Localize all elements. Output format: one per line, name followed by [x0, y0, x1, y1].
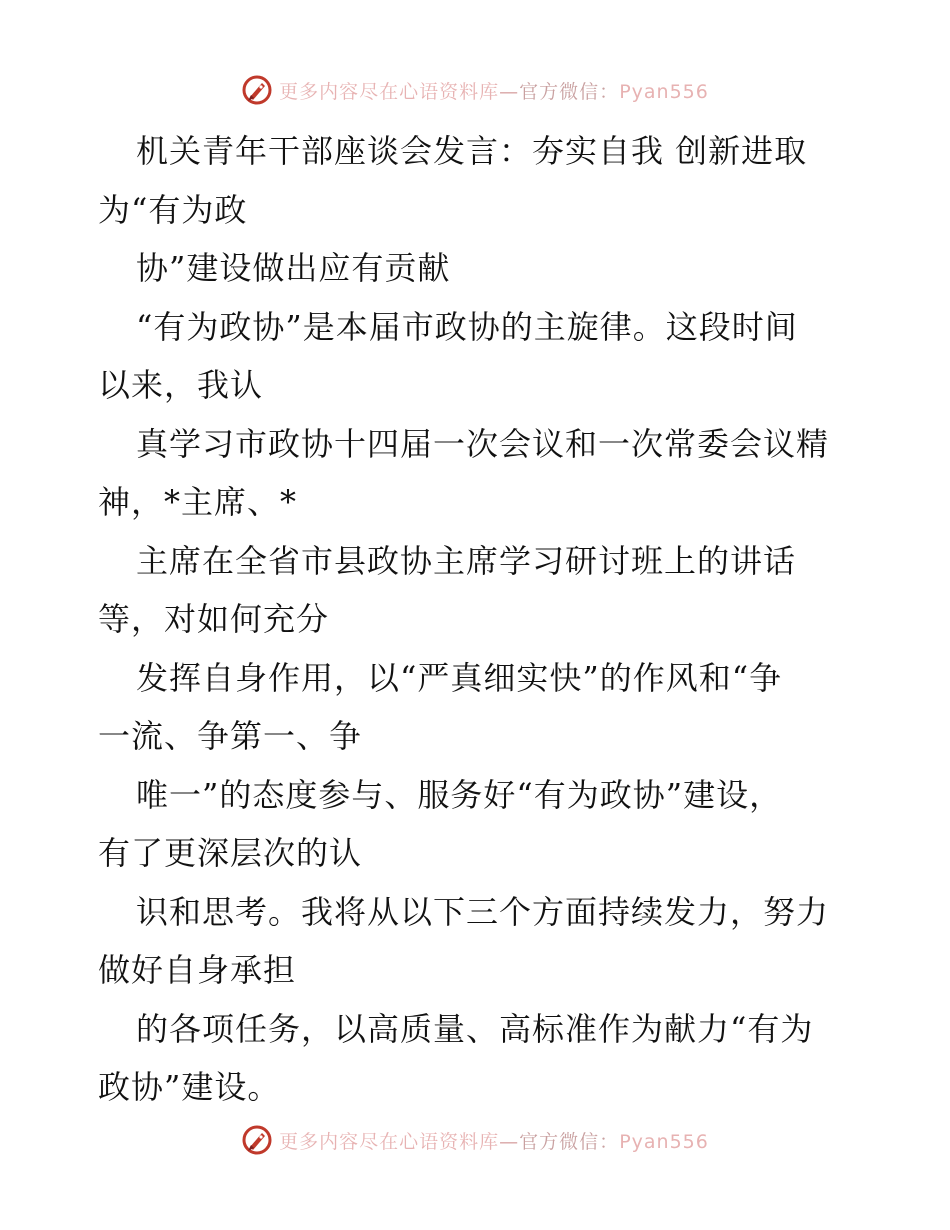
document-body	[98, 122, 858, 1117]
pen-nib-logo-icon	[241, 1124, 273, 1156]
document-line: 有了更深层次的认	[98, 834, 363, 872]
document-line: 做好自身承担	[98, 951, 297, 989]
document-line: 的各项任务，以高质量、高标准作为献力“有为	[136, 1009, 814, 1048]
pen-nib-logo-icon	[241, 74, 273, 106]
document-line: 为“有为政	[98, 190, 248, 229]
document-line: 识和思考。我将从以下三个方面持续发力，努力	[136, 892, 830, 931]
document-line: 政协”建设。	[98, 1068, 281, 1106]
document-line: 协”建设做出应有贡献	[136, 249, 451, 287]
document-line: 主席在全省市县政协主席学习研讨班上的讲话	[136, 541, 797, 580]
footer-watermark-banner	[0, 1120, 950, 1160]
header-watermark-content	[241, 74, 709, 106]
document-line: 神，*主席、*	[98, 483, 298, 521]
document-line: 机关青年干部座谈会发言：夯实自我 创新进取	[136, 132, 808, 170]
document-line: 一流、争第一、争	[98, 717, 363, 755]
footer-watermark-content	[241, 1124, 709, 1156]
document-line: “有为政协”是本届市政协的主旋律。这段时间	[136, 307, 798, 346]
document-line: 真学习市政协十四届一次会议和一次常委会议精	[136, 424, 830, 463]
document-line: 唯一”的态度参与、服务好“有为政协”建设，	[136, 775, 783, 814]
document-line: 发挥自身作用，以“严真细实快”的作风和“争	[136, 658, 783, 697]
header-watermark-text: 更多内容尽在心语资料库—官方微信：Pyan556	[279, 80, 709, 103]
header-watermark-banner	[0, 70, 950, 110]
document-line: 以来，我认	[98, 366, 264, 404]
footer-watermark-text: 更多内容尽在心语资料库—官方微信：Pyan556	[279, 1130, 709, 1153]
document-line: 等，对如何充分	[98, 600, 330, 638]
